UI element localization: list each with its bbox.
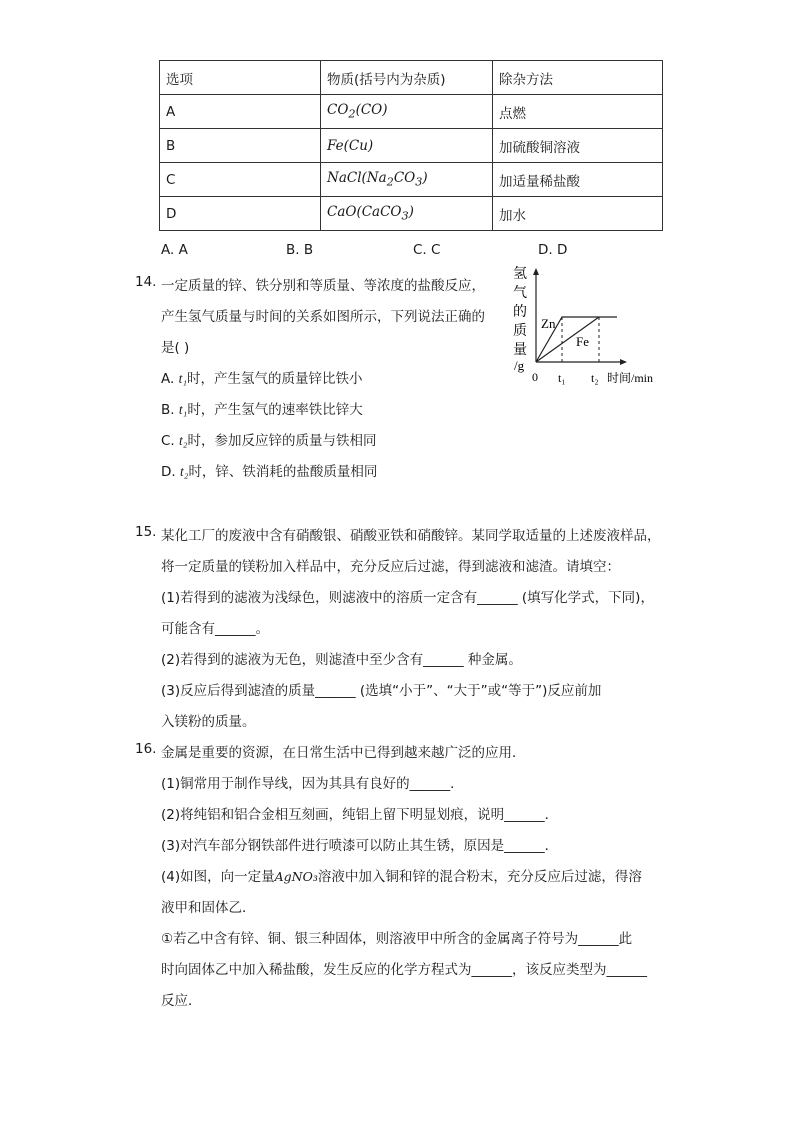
table-cell-option: A	[160, 95, 321, 129]
table-cell-method: 点燃	[493, 95, 663, 129]
table-row	[160, 197, 663, 231]
question-line: ①若乙中含有锌、铜、银三种固体，则溶液甲中所含的金属离子符号为______此	[161, 931, 633, 947]
question-line: 入镁粉的质量。	[161, 714, 256, 730]
question-line: 液甲和固体乙．	[161, 900, 256, 916]
table-header-cell: 除杂方法	[493, 61, 663, 95]
question-line: (2)若得到的滤液为无色，则滤渣中至少含有______ 种金属。	[161, 652, 522, 668]
graph-y-arrow	[533, 268, 539, 275]
graph-ylabel-char: 的	[513, 305, 527, 320]
question-line: (3)反应后得到滤渣的质量______ (选填“小于”、“大于”或“等于”)反应前加	[161, 683, 602, 699]
option-c	[161, 429, 376, 449]
choice-b: B. B	[286, 242, 314, 258]
table-header-cell: 选项	[160, 61, 321, 95]
question-line	[161, 865, 642, 885]
option-letter: D.	[161, 464, 176, 480]
option-d	[161, 460, 377, 480]
table-header-cell: 物质(括号内为杂质)	[321, 61, 493, 95]
question-line: 时向固体乙中加入稀盐酸，发生反应的化学方程式为______，该反应类型为______	[161, 962, 647, 978]
table-cell-substance: $NaCl(Na_2CO_3)$	[321, 163, 493, 197]
graph-fe-label: Fe	[576, 334, 589, 349]
table-cell-method: 加水	[493, 197, 663, 231]
table-cell-method: 加硫酸铜溶液	[493, 129, 663, 163]
question-number: 16.	[135, 741, 157, 757]
option-letter: C.	[161, 433, 175, 449]
graph-x-arrow	[620, 359, 627, 365]
graph-ylabel-char: /g	[514, 358, 525, 373]
table-row	[160, 163, 663, 197]
question-stem-line: 是( )	[161, 340, 190, 356]
option-text: 时，参加反应锌的质量与铁相同	[187, 433, 377, 449]
hydrogen-mass-graph	[505, 262, 675, 392]
table-row	[160, 95, 663, 129]
question-stem-line: 一定质量的锌、铁分别和等质量、等浓度的盐酸反应，	[161, 278, 485, 294]
options-table	[159, 60, 663, 231]
time-symbol: t₂	[179, 433, 188, 448]
question-line: (3)对汽车部分钢铁部件进行喷漆可以防止其生锈，原因是______．	[161, 838, 559, 854]
time-symbol: t₁	[178, 371, 188, 386]
question-stem-line: 产生氢气质量与时间的关系如图所示，下列说法正确的	[161, 309, 485, 325]
graph-ylabel-char: 氢	[513, 267, 527, 282]
time-symbol: t₁	[178, 402, 188, 417]
choice-c: C. C	[413, 242, 441, 258]
graph-ylabel-char: 质	[513, 324, 527, 339]
chemical-formula: AgNO₃	[274, 869, 318, 884]
table-cell-substance: $CO_2(CO)$	[321, 95, 493, 129]
option-b	[161, 398, 363, 418]
graph-t1-label: t₁	[558, 371, 566, 385]
question-line: (1)若得到的滤液为浅绿色，则滤液中的溶质一定含有______ (填写化学式，下同)，	[161, 590, 654, 606]
question-line: (2)将纯铝和铝合金相互刻画，纯铝上留下明显划痕，说明______．	[161, 807, 559, 823]
graph-origin-label: 0	[532, 370, 538, 384]
question-line: 金属是重要的资源，在日常生活中已得到越来越广泛的应用．	[161, 745, 526, 761]
option-a	[161, 367, 363, 387]
question-line: 可能含有______。	[161, 621, 269, 637]
choice-d: D. D	[538, 242, 568, 258]
table-cell-option: C	[160, 163, 321, 197]
question-line: (1)铜常用于制作导线，因为其具有良好的______．	[161, 776, 464, 792]
choice-a: A. A	[161, 242, 188, 258]
option-text: 时，锌、铁消耗的盐酸质量相同	[188, 464, 378, 480]
line-text: 溶液中加入铜和锌的混合粉末，充分反应后过滤，得溶	[317, 869, 642, 885]
option-letter: B.	[161, 402, 175, 418]
graph-zn-label: Zn	[541, 316, 556, 331]
time-symbol: t₂	[179, 464, 189, 479]
question-line: 将一定质量的镁粉加入样品中，充分反应后过滤，得到滤液和滤渣。请填空：	[161, 559, 620, 575]
table-cell-option: D	[160, 197, 321, 231]
question-number: 15.	[135, 524, 157, 540]
graph-t2-label: t₂	[591, 371, 599, 385]
table-row	[160, 129, 663, 163]
question-line: 某化工厂的废液中含有硝酸银、硝酸亚铁和硝酸锌。某同学取适量的上述废液样品，	[161, 528, 661, 544]
option-text: 时，产生氢气的速率铁比锌大	[187, 402, 363, 418]
table-cell-substance: Fe(Cu)	[321, 129, 493, 163]
graph-ylabel-char: 气	[513, 286, 527, 301]
graph-xlabel: 时间/min	[607, 371, 654, 385]
table-header-row	[160, 61, 663, 95]
table-cell-option: B	[160, 129, 321, 163]
graph-ylabel-char: 量	[513, 343, 527, 358]
option-letter: A.	[161, 371, 175, 387]
line-text: (4)如图，向一定量	[161, 869, 275, 885]
table-cell-method: 加适量稀盐酸	[493, 163, 663, 197]
option-text: 时，产生氢气的质量锌比铁小	[187, 371, 363, 387]
table-cell-substance: CaO(CaCO$_3$)	[321, 197, 493, 231]
question-line: 反应．	[161, 993, 202, 1009]
question-number: 14.	[135, 274, 157, 290]
